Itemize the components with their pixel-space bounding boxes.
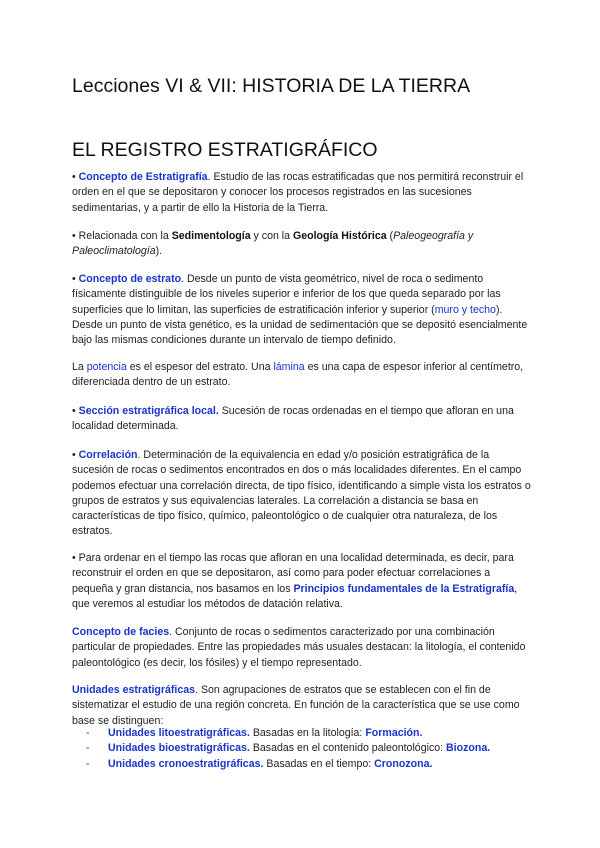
list-item-text: Basadas en el tiempo: — [263, 757, 375, 770]
term-bioestratigraficas: Unidades bioestratigráficas. — [108, 742, 250, 755]
term-principios: Principios fundamentales de la Estratigrafía — [293, 582, 515, 595]
paragraph-text: La — [72, 361, 87, 373]
paragraph-text: • Para ordenar en el tiempo las rocas que afloran en una localidad determinada, es decir, para reconstruir el orden en que se depositaron, así como para poder efectuar correlaciones a pequeña y gran distancia, nos basamos en los — [72, 552, 514, 595]
highlight-muro-techo: muro y techo — [434, 303, 496, 316]
term-estrato: Concepto de estrato — [78, 273, 182, 285]
paragraph-text: y con la — [250, 230, 293, 242]
paragraph-text: . Estudio de las rocas estratificadas que nos permitirá reconstruir el orden en el que se depositaron y conocer los procesos registrados en las sucesiones sedimentarias, y a partir de ello la Historia de la Tierra. — [72, 171, 524, 214]
list-item — [86, 757, 526, 772]
section-heading: EL REGISTRO ESTRATIGRÁFICO — [72, 139, 378, 161]
paragraph-text: . Conjunto de rocas o sedimentos caracterizado por una combinación particular de propiedades. Entre las propiedades más usuales destacan: la litología, el contenido paleontológico (es decir, los fósiles) y el tiempo representado. — [72, 626, 526, 669]
paragraph-text: . Son agrupaciones de estratos que se establecen con el fin de sistematizar el estudio de una región concreta. En función de la característica que se use como base se distinguen: — [72, 684, 520, 727]
page-title: Lecciones VI & VII: HISTORIA DE LA TIERRA — [72, 75, 471, 97]
bullet: • — [72, 171, 79, 183]
term-estratigrafia: Concepto de Estratigrafía — [78, 171, 208, 183]
paragraph-unidades — [72, 683, 532, 729]
dash-bullet: - — [86, 742, 90, 755]
units-list — [86, 726, 526, 772]
italic-paleo: Paleogeografía y Paleoclimatología — [72, 230, 474, 258]
paragraph-text: . Determinación de la equivalencia en edad y/o posición estratigráfica de la sucesión de rocas o sedimentos encontrados en dos o más localidades diferentes. En el campo podemos efectuar una correlación directa, de tipo físico, identificando a simple vista los estratos o grupos de estratos y sus equivalencias laterales. La correlación a distancia se basa en características de tipo físico, químico, paleontológico o de cualquier otra naturaleza, de los estratos. — [72, 449, 531, 538]
bullet: • — [72, 273, 79, 285]
term-seccion: Sección estratigráfica local. — [78, 405, 219, 417]
term-facies: Concepto de facies — [72, 626, 170, 638]
list-item-text: Basadas en el contenido paleontológico: — [249, 742, 447, 755]
paragraph-estratigrafia — [72, 170, 532, 216]
term-geologia-historica: Geología Histórica — [293, 230, 387, 242]
paragraph-relacionada — [72, 229, 532, 260]
term-litoestratigraficas: Unidades litoestratigráficas. — [108, 727, 250, 739]
paragraph-text: Sucesión de rocas ordenadas en el tiempo que afloran en una localidad determinada. — [72, 405, 514, 433]
dash-bullet: - — [86, 757, 90, 770]
paragraph-facies — [72, 625, 532, 671]
paragraph-text: ( — [386, 230, 394, 242]
highlight-lamina: lámina — [273, 361, 305, 373]
paragraph-text: es una capa de espesor inferior al centímetro, diferenciada dentro de un estrato. — [72, 361, 524, 389]
paragraph-seccion — [72, 404, 532, 435]
list-item-text: Basadas en la litología: — [249, 727, 366, 739]
list-item — [86, 726, 526, 741]
unit-formacion: Formación. — [365, 727, 423, 739]
paragraph-principios — [72, 551, 532, 612]
paragraph-correlacion — [72, 448, 532, 540]
term-sedimentologia: Sedimentología — [171, 230, 251, 242]
term-correlacion: Correlación — [78, 449, 138, 461]
unit-cronozona: Cronozona. — [374, 757, 433, 770]
bullet: • — [72, 449, 79, 461]
term-unidades: Unidades estratigráficas — [72, 684, 196, 696]
paragraph-text: es el espesor del estrato. Una — [126, 361, 274, 373]
paragraph-estrato — [72, 272, 532, 348]
paragraph-text: • Relacionada con la — [72, 230, 172, 242]
bullet: • — [72, 405, 79, 417]
unit-biozona: Biozona. — [446, 742, 491, 755]
paragraph-text: ). Desde un punto de vista genético, es la unidad de sedimentación que se depositó esencialmente bajo las mismas condiciones durante un intervalo de tiempo definido. — [72, 303, 528, 347]
list-item — [86, 741, 526, 756]
paragraph-text: , que veremos al estudiar los métodos de datación relativa. — [72, 582, 518, 610]
paragraph-text: . Desde un punto de vista geométrico, nivel de roca o sedimento físicamente distinguible de los niveles superior e inferior de los que queda separado por las superficies que lo limitan, las superficies de estratificación inferior y superior ( — [72, 273, 501, 316]
dash-bullet: - — [86, 727, 90, 739]
paragraph-text: ). — [155, 245, 163, 258]
paragraph-potencia — [72, 360, 532, 391]
term-cronoestratigraficas: Unidades cronoestratigráficas. — [108, 757, 264, 770]
highlight-potencia: potencia — [86, 361, 127, 373]
